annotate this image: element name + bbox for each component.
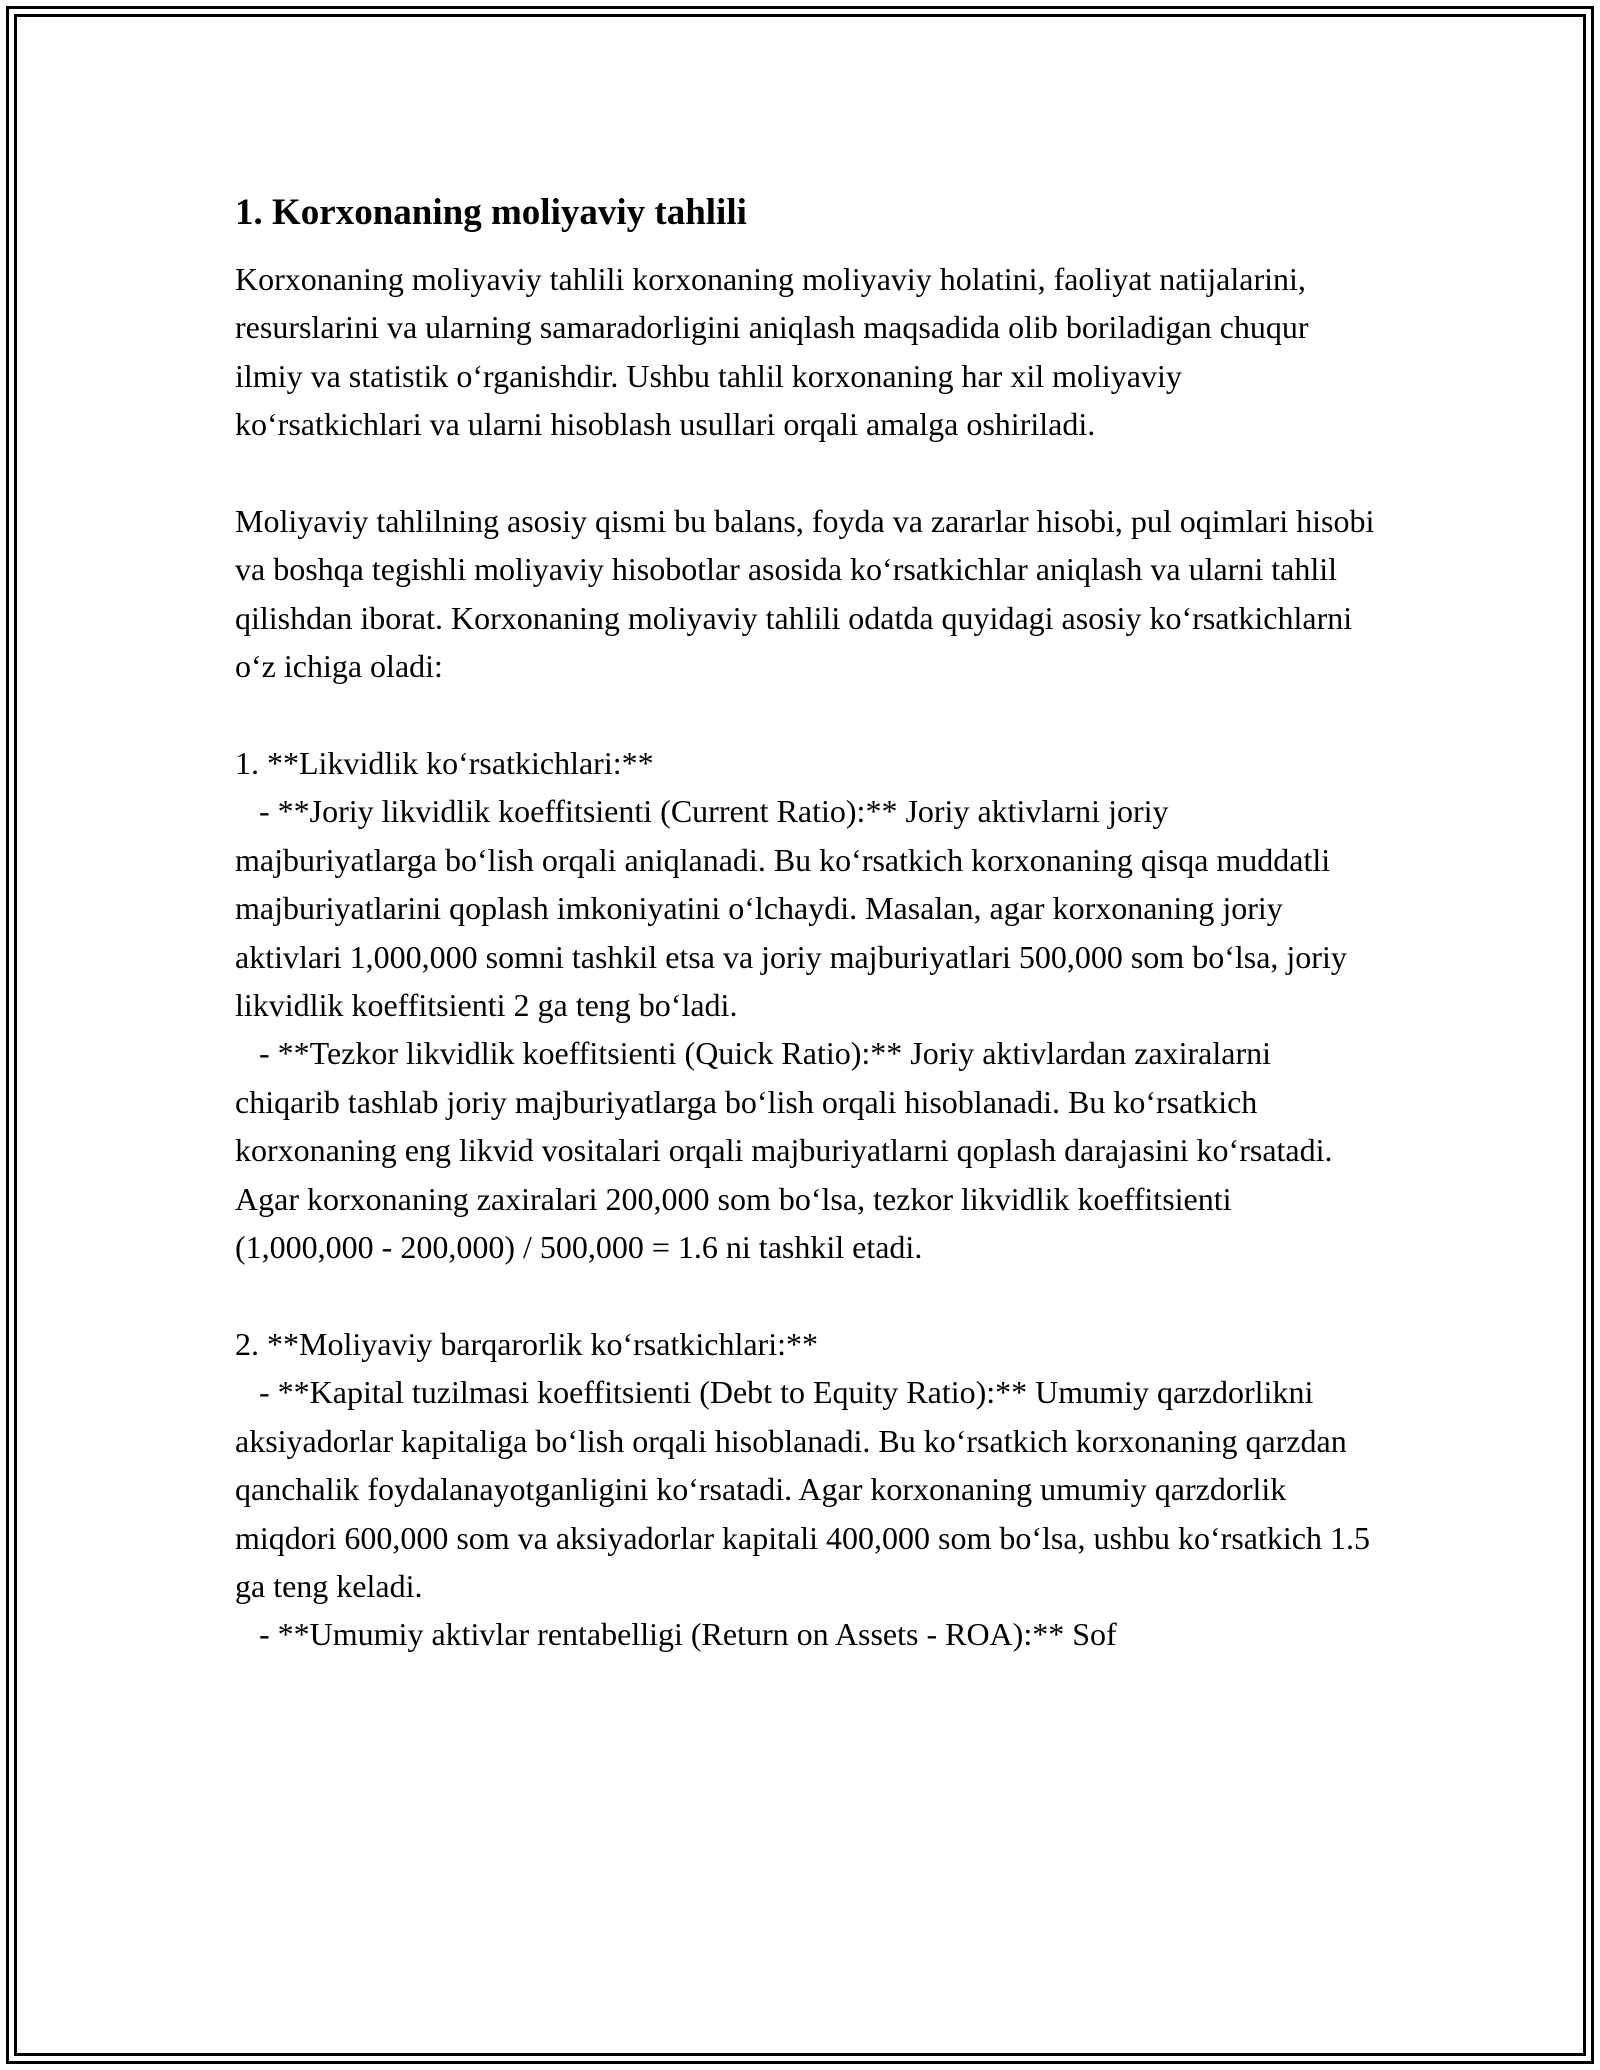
section-heading: 1. Korxonaning moliyaviy tahlili: [235, 192, 747, 233]
paragraph-spacer: [235, 1272, 1375, 1320]
liquidity-section: 1. **Likvidlik koʻrsatkichlari:** - **Joriy likvidlik koeffitsienti (Current Ratio):** Joriy aktivlarni joriy majburiyatlarga boʻlish orqali aniqlanadi. Bu koʻrsatkich korxonaning qisqa muddatli majburiyatlarini qoplash imkoniyatini oʻlchaydi. Masalan, agar korxonaning joriy aktivlari 1,000,000 somni tashkil etsa va joriy majburiyatlari 500,000 som boʻlsa, joriy likvidlik koeffitsienti 2 ga teng boʻladi. - **Tezkor likvidlik koeffitsienti (Quick Ratio):** Joriy aktivlardan zaxiralarni chiqarib tashlab joriy majburiyatlarga boʻlish orqali hisoblanadi. Bu koʻrsatkich korxonaning eng likvid vositalari orqali majburiyatlarni qoplash darajasini koʻrsatadi. Agar korxonaning zaxiralari 200,000 som boʻlsa, tezkor likvidlik koeffitsienti (1,000,000 - 200,000) / 500,000 = 1.6 ni tashkil etadi.: [235, 745, 1347, 1266]
paragraph-spacer: [235, 691, 1375, 739]
intro-paragraph: Korxonaning moliyaviy tahlili korxonaning moliyaviy holatini, faoliyat natijalarini, resurslarini va ularning samaradorligini aniqlash maqsadida olib boriladigan chuqur ilmiy va statistik oʻrganishdir. Ushbu tahlil korxonaning har xil moliyaviy koʻrsatkichlari va ularni hisoblash usullari orqali amalga oshiriladi.: [235, 261, 1317, 443]
paragraph-spacer: [235, 449, 1375, 497]
overview-paragraph: Moliyaviy tahlilning asosiy qismi bu balans, foyda va zararlar hisobi, pul oqimlari hisobi va boshqa tegishli moliyaviy hisobotlar asosida koʻrsatkichlar aniqlash va ularni tahlil qilishdan iborat. Korxonaning moliyaviy tahlili odatda quyidagi asosiy koʻrsatkichlarni oʻz ichiga oladi:: [235, 503, 1383, 685]
document-body: [235, 185, 1383, 1659]
stability-section: 2. **Moliyaviy barqarorlik koʻrsatkichlari:** - **Kapital tuzilmasi koeffitsienti (Debt to Equity Ratio):** Umumiy qarzdorlikni aksiyadorlar kapitaliga boʻlish orqali hisoblanadi. Bu koʻrsatkich korxonaning qarzdan qanchalik foydalanayotganligini koʻrsatadi. Agar korxonaning umumiy qarzdorlik miqdori 600,000 som va aksiyadorlar kapitali 400,000 som boʻlsa, ushbu koʻrsatkich 1.5 ga teng keladi. - **Umumiy aktivlar rentabelligi (Return on Assets - ROA):** Sof: [235, 1325, 1370, 1653]
